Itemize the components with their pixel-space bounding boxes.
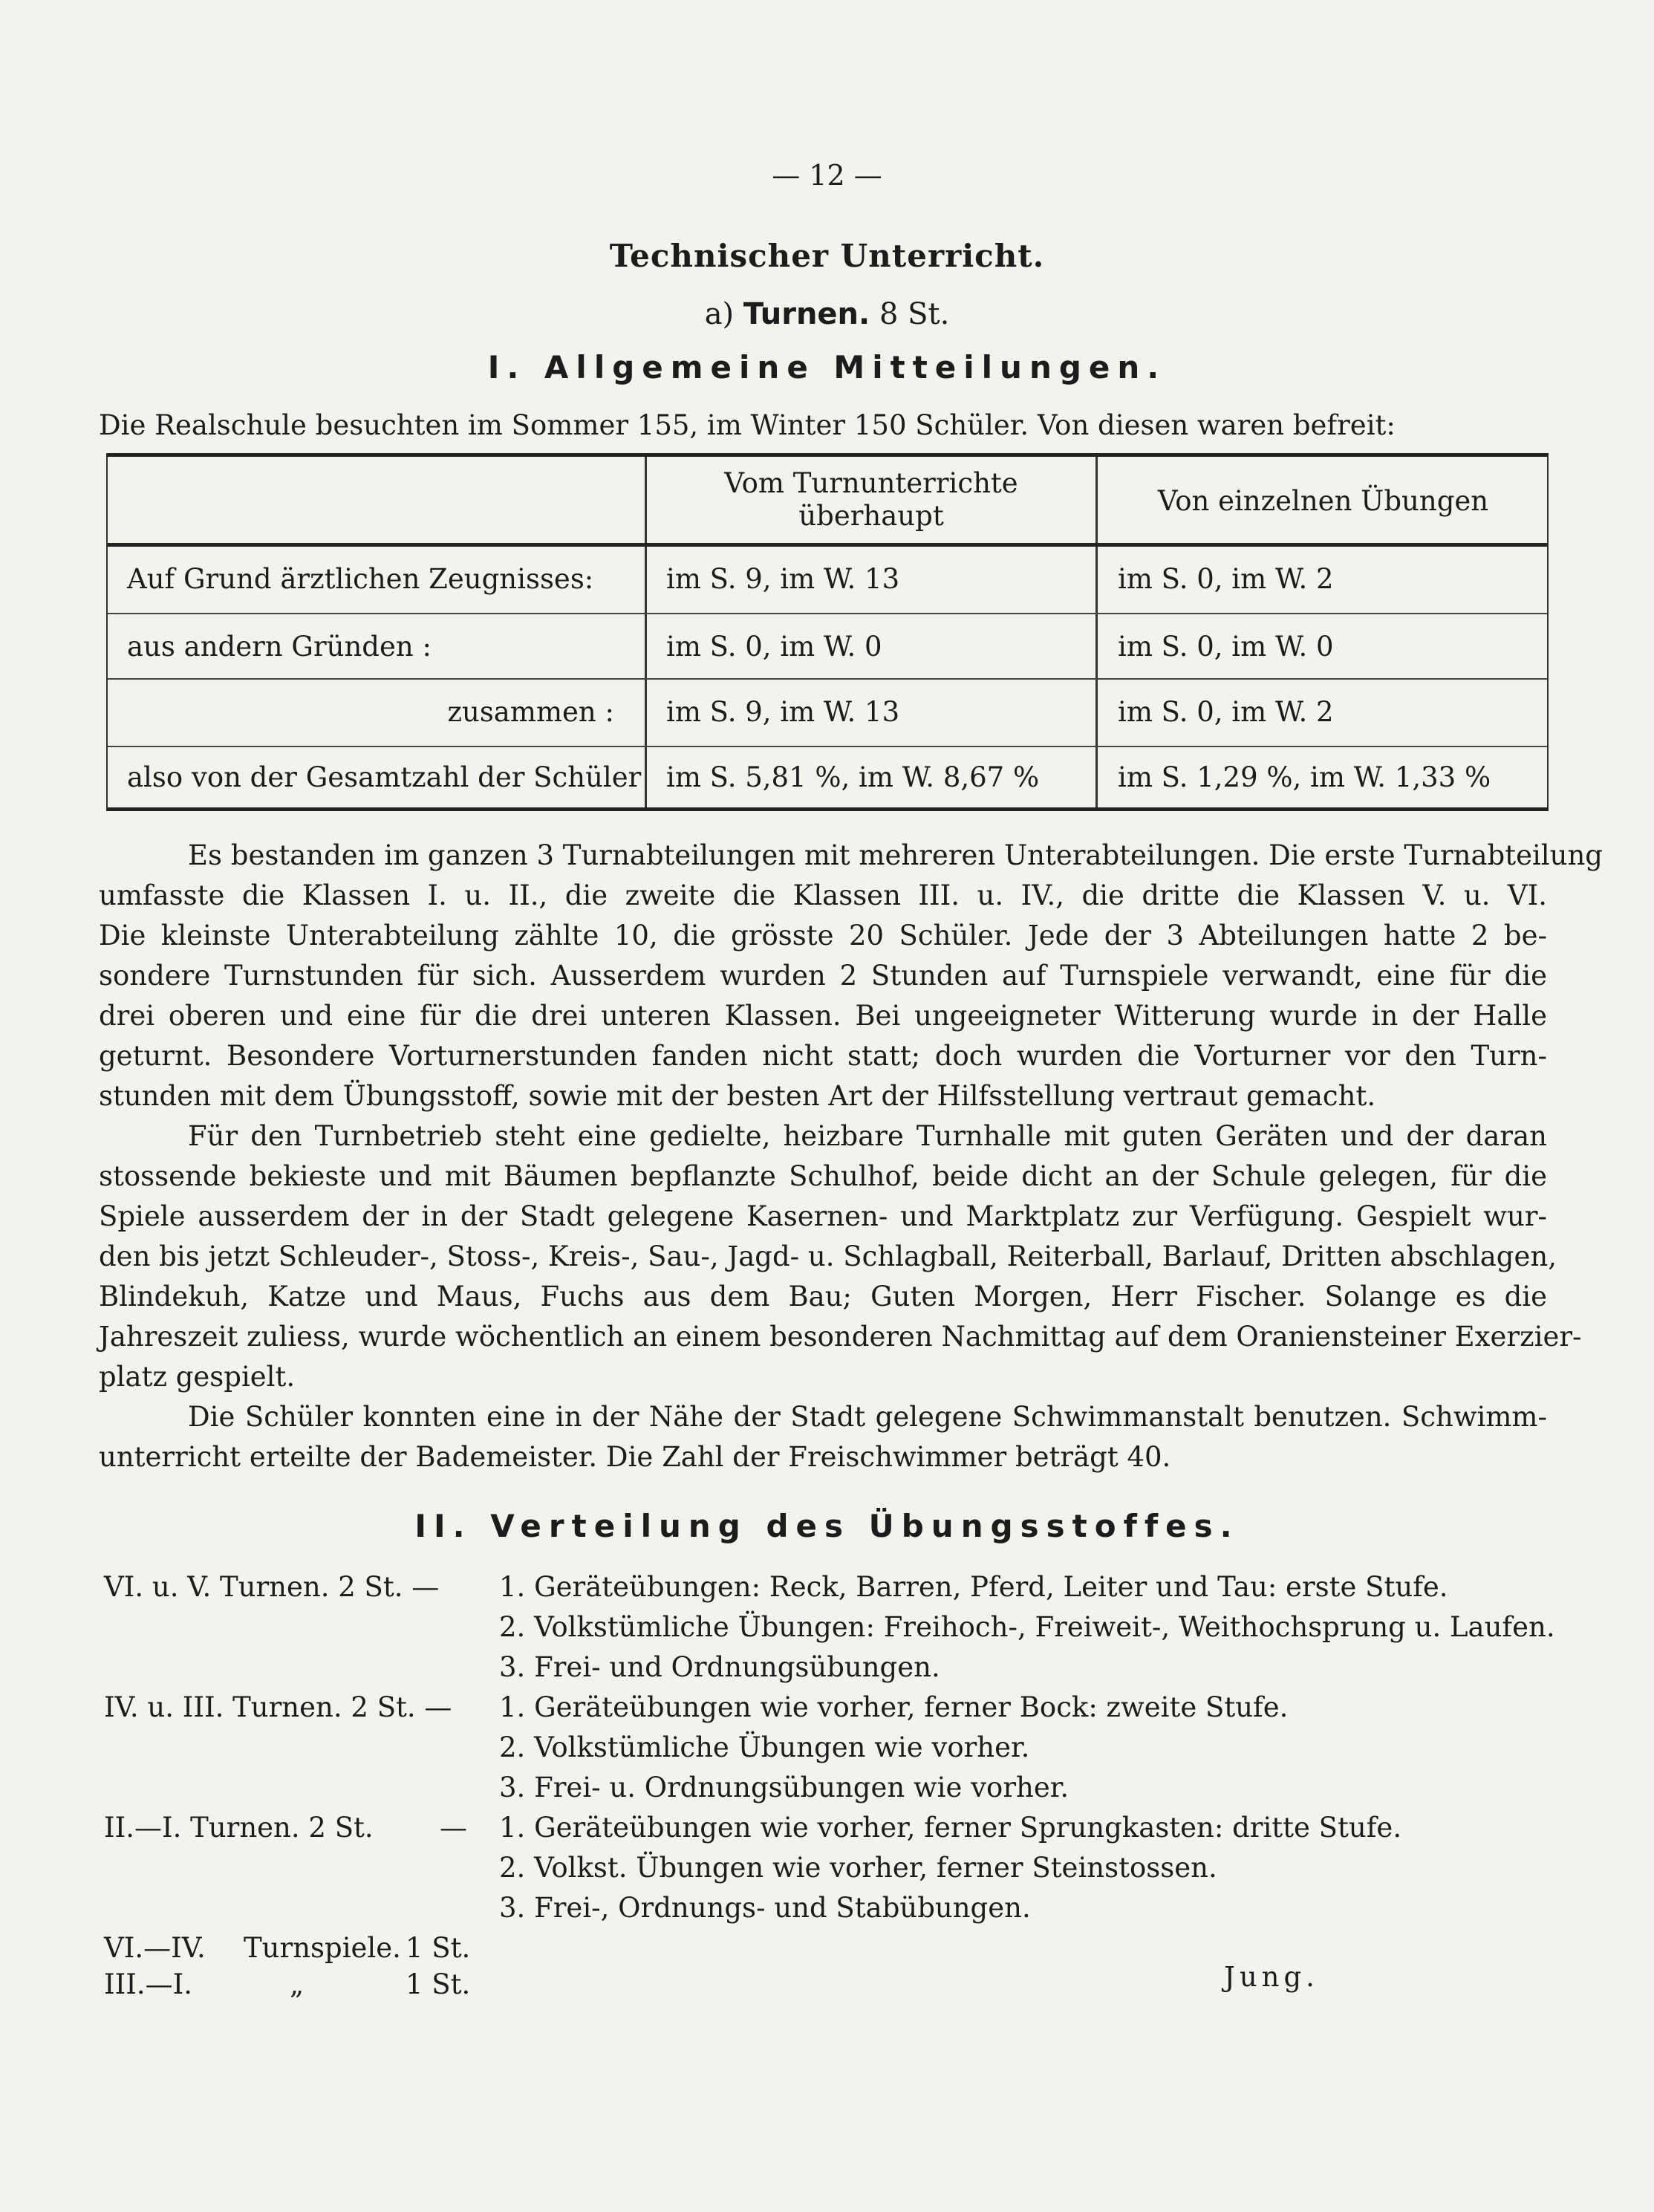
paragraph-line: drei oberen und eine für die drei unteren Klassen. Bei ungeeigneter Witterung wurde in der Halle — [99, 1000, 1547, 1032]
row-label-other: aus andern Gründen : — [127, 631, 432, 663]
subsection-title — [0, 297, 1654, 331]
row-label-medical: Auf Grund ärztlichen Zeugnisses: — [127, 563, 594, 595]
table-row-rule — [108, 678, 1547, 680]
paragraph-line: umfasste die Klassen I. u. II., die zweite die Klassen III. u. IV., die dritte die Klassen V. u. VI. — [99, 879, 1547, 911]
paragraph-line: stossende bekieste und mit Bäumen bepflanzte Schulhof, beide dicht an der Schule gelegen, für die — [99, 1160, 1547, 1192]
games-group: VI.—IV. — [104, 1932, 206, 1964]
column-header-general — [647, 467, 1095, 533]
distribution-item: 3. Frei- u. Ordnungsübungen wie vorher. — [499, 1772, 1069, 1803]
paragraph-line: sondere Turnstunden für sich. Ausserdem wurden 2 Stunden auf Turnspiele verwandt, eine für die — [99, 960, 1547, 992]
distribution-item: 3. Frei-, Ordnungs- und Stabübungen. — [499, 1892, 1031, 1924]
games-label: Turnspiele. — [244, 1932, 401, 1964]
paragraph-line: stunden mit dem Übungsstoff, sowie mit der besten Art der Hilfsstellung vertraut gemacht. — [99, 1080, 1376, 1112]
paragraph-line: Jahreszeit zuliess, wurde wöchentlich an einem besonderen Nachmittag auf dem Oraniensteiner Exerzier- — [99, 1321, 1582, 1353]
row-value-general: im S. 9, im W. 13 — [666, 563, 900, 595]
table-header-rule — [108, 543, 1547, 547]
section-title: Technischer Unterricht. — [609, 238, 1045, 274]
distribution-dash: — — [440, 1812, 467, 1844]
heading-curriculum-distribution: II. Verteilung des Übungsstoffes. — [414, 1508, 1240, 1544]
distribution-item: 2. Volkstümliche Übungen wie vorher. — [499, 1731, 1030, 1763]
row-label-percentage: also von der Gesamtzahl der Schüler — [127, 761, 642, 793]
intro-text: Die Realschule besuchten im Sommer 155, im Winter 150 Schüler. Von diesen waren befreit: — [99, 409, 1396, 441]
distribution-item: 1. Geräteübungen wie vorher, ferner Bock: zweite Stufe. — [499, 1691, 1289, 1723]
games-label: „ — [290, 1968, 305, 2000]
row-value-single: im S. 0, im W. 2 — [1118, 696, 1334, 728]
distribution-item: 1. Geräteübungen wie vorher, ferner Sprungkasten: dritte Stufe. — [499, 1812, 1402, 1844]
table-row-rule — [108, 613, 1547, 614]
exemption-table — [106, 453, 1549, 811]
paragraph-line: Die kleinste Unterabteilung zählte 10, die grösste 20 Schüler. Jede der 3 Abteilungen hatte 2 be- — [99, 920, 1547, 952]
games-group: III.—I. — [104, 1968, 192, 2000]
column-header-single: Von einzelnen Übungen — [1157, 485, 1489, 517]
paragraph-line: Es bestanden im ganzen 3 Turnabteilungen mit mehreren Unterabteilungen. Die erste Turnabteilung — [188, 839, 1603, 871]
paragraph-line: den bis jetzt Schleuder-, Stoss-, Kreis-, Sau-, Jagd- u. Schlagball, Reiterball, Barlauf, Dritten abschlagen, — [99, 1240, 1557, 1272]
row-value-general: im S. 5,81 %, im W. 8,67 % — [666, 761, 1040, 793]
row-label-total: zusammen : — [447, 696, 614, 728]
heading-general-information: I. Allgemeine Mitteilungen. — [487, 349, 1167, 386]
subsection-name: Turnen. — [743, 297, 870, 331]
distribution-group: IV. u. III. Turnen. 2 St. — — [104, 1691, 452, 1723]
page-number: — 12 — — [772, 159, 882, 192]
paragraph-line: Für den Turnbetrieb steht eine gedielte, heizbare Turnhalle mit guten Geräten und der daran — [188, 1120, 1547, 1152]
paragraph-line: unterricht erteilte der Bademeister. Die Zahl der Freischwimmer beträgt 40. — [99, 1441, 1171, 1473]
paragraph-line: Die Schüler konnten eine in der Nähe der Stadt gelegene Schwimmanstalt benutzen. Schwimm- — [188, 1401, 1547, 1433]
distribution-item: 1. Geräteübungen: Reck, Barren, Pferd, Leiter und Tau: erste Stufe. — [499, 1571, 1448, 1603]
column-header-general-line: Vom Turnunterrichte — [724, 467, 1018, 499]
row-value-single: im S. 1,29 %, im W. 1,33 % — [1118, 761, 1491, 793]
distribution-item: 2. Volkstümliche Übungen: Freihoch-, Freiweit-, Weithochsprung u. Laufen. — [499, 1611, 1555, 1643]
author-signature: Jung. — [1224, 1961, 1319, 1993]
subsection-hours: 8 St. — [870, 297, 950, 331]
row-value-general: im S. 9, im W. 13 — [666, 696, 900, 728]
row-value-single: im S. 0, im W. 0 — [1118, 631, 1334, 663]
distribution-item: 2. Volkst. Übungen wie vorher, ferner Steinstossen. — [499, 1852, 1217, 1884]
distribution-item: 3. Frei- und Ordnungsübungen. — [499, 1651, 940, 1683]
distribution-group: VI. u. V. Turnen. 2 St. — — [104, 1571, 440, 1603]
paragraph-line: Blindekuh, Katze und Maus, Fuchs aus dem Bau; Guten Morgen, Herr Fischer. Solange es die — [99, 1281, 1547, 1312]
table-row-rule — [108, 746, 1547, 747]
subsection-prefix: a) — [704, 297, 743, 331]
row-value-single: im S. 0, im W. 2 — [1118, 563, 1334, 595]
row-value-general: im S. 0, im W. 0 — [666, 631, 882, 663]
games-hours: 1 St. — [406, 1968, 471, 2000]
distribution-group: II.—I. Turnen. 2 St. — [104, 1812, 374, 1844]
paragraph-line: platz gespielt. — [99, 1361, 296, 1393]
paragraph-line: Spiele ausserdem der in der Stadt gelegene Kasernen- und Marktplatz zur Verfügung. Gespielt wur- — [99, 1200, 1547, 1232]
paragraph-line: geturnt. Besondere Vorturnerstunden fanden nicht statt; doch wurden die Vorturner vor den Turn- — [99, 1040, 1547, 1072]
column-header-general-line: überhaupt — [798, 500, 944, 532]
games-hours: 1 St. — [406, 1932, 471, 1964]
